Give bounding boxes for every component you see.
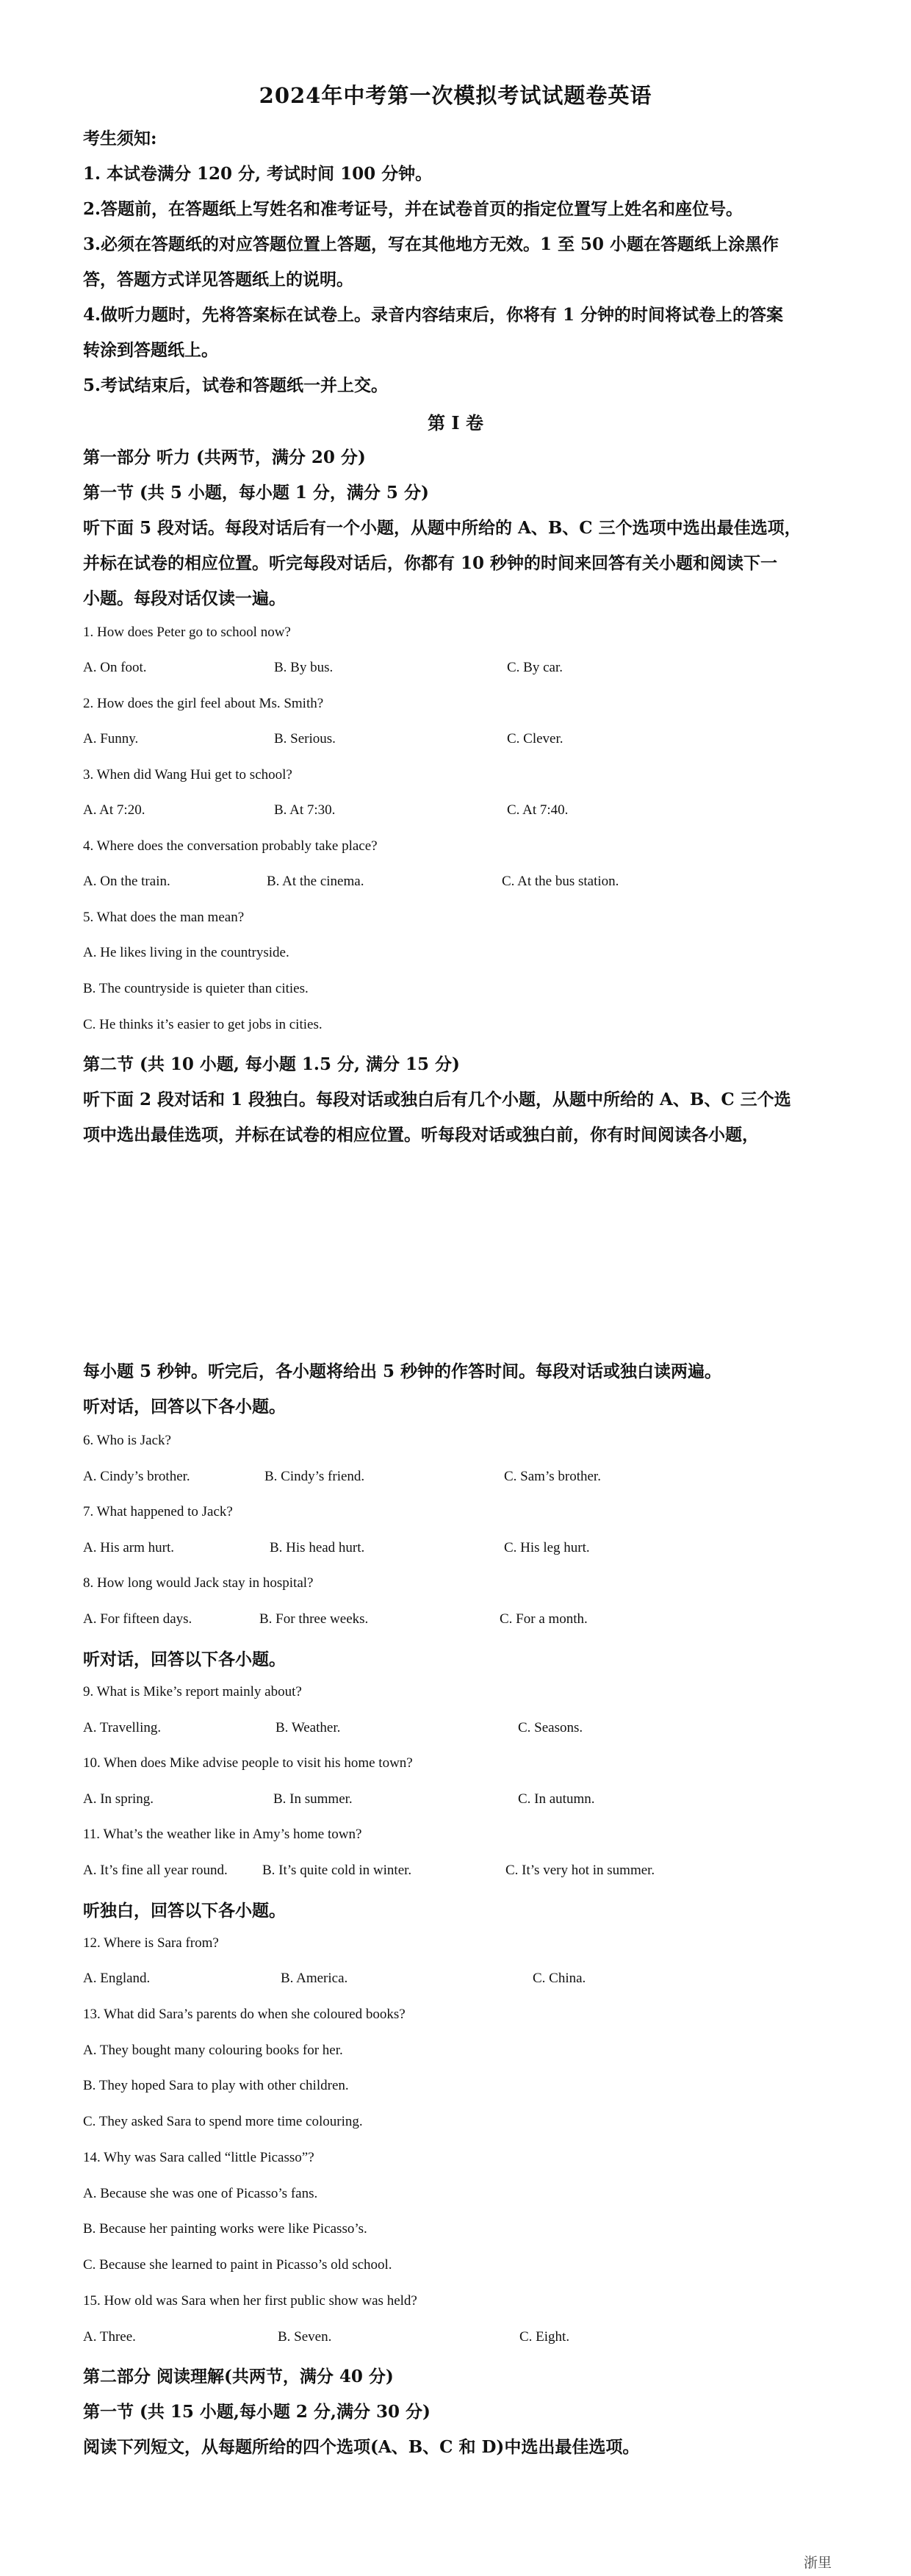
option-a: A. Because she was one of Picasso’s fans. [83,2186,318,2201]
question-12: 12. Where is Sara from? [83,1935,219,1951]
option-b: B. Weather. [276,1720,341,1735]
question-3: 3. When did Wang Hui get to school? [83,767,292,782]
notice-line: 答，答题方式详见答题纸上的说明。 [83,270,353,289]
question-9: 9. What is Mike’s report mainly about? [83,1684,302,1699]
notice-heading: 考生须知: [83,129,157,148]
option-a: A. They bought many colouring books for her. [83,2043,343,2058]
option-c: C. At the bus station. [502,874,619,889]
option-c: C. Seasons. [518,1720,583,1735]
group-heading: 听对话，回答以下各小题。 [83,1649,286,1669]
option-c: C. His leg hurt. [504,1540,590,1555]
option-a: A. His arm hurt. [83,1540,175,1555]
section2-instruction: 每小题 5 秒钟。听完后，各小题将给出 5 秒钟的作答时间。每段对话或独白读两遍。 [83,1361,722,1381]
option-a: A. England. [83,1971,151,1986]
option-a: A. On the train. [83,874,170,889]
option-c: C. He thinks it’s easier to get jobs in cities. [83,1017,323,1032]
option-b: B. In summer. [273,1791,353,1807]
section2-instruction: 听下面 2 段对话和 1 段独白。每段对话或独白后有几个小题，从题中所给的 A、B、C 三个选 [83,1090,791,1109]
option-c: C. By car. [507,660,563,675]
option-b: B. They hoped Sara to play with other children. [83,2078,349,2093]
volume-label: 第 I 卷 [428,412,483,433]
option-c: C. It’s very hot in summer. [505,1863,655,1878]
option-a: A. It’s fine all year round. [83,1863,228,1878]
question-13: 13. What did Sara’s parents do when she coloured books? [83,2007,406,2022]
option-a: A. Three. [83,2329,136,2345]
notice-line: 5.考试结束后，试卷和答题纸一并上交。 [83,375,389,395]
question-11: 11. What’s the weather like in Amy’s home town? [83,1827,362,1842]
option-b: B. The countryside is quieter than cities. [83,981,309,996]
option-c: C. In autumn. [518,1791,595,1807]
option-c: C. For a month. [500,1611,588,1627]
option-b: B. Because her painting works were like Picasso’s. [83,2221,367,2237]
option-b: B. For three weeks. [259,1611,369,1627]
option-b: B. America. [281,1971,348,1986]
section1-heading: 第一节 (共 5 小题，每小题 1 分，满分 5 分) [83,483,429,503]
option-b: B. His head hurt. [270,1540,365,1555]
option-b: B. Serious. [274,731,336,746]
option-a: A. Travelling. [83,1720,162,1735]
section2-instruction: 项中选出最佳选项，并标在试卷的相应位置。听每段对话或独白前，你有时间阅读各小题， [83,1125,759,1145]
option-a: A. On foot. [83,660,147,675]
question-1: 1. How does Peter go to school now? [83,625,291,640]
question-2: 2. How does the girl feel about Ms. Smith? [83,696,324,711]
question-7: 7. What happened to Jack? [83,1504,233,1519]
option-b: B. Seven. [278,2329,332,2345]
option-a: A. Cindy’s brother. [83,1469,190,1484]
option-c: C. Eight. [519,2329,570,2345]
option-c: C. They asked Sara to spend more time colouring. [83,2114,363,2129]
section2-heading: 第二节 (共 10 小题, 每小题 1.5 分, 满分 15 分) [83,1054,460,1074]
option-b: B. At the cinema. [267,874,364,889]
question-6: 6. Who is Jack? [83,1433,171,1448]
section1-instruction: 并标在试卷的相应位置。听完每段对话后，你都有 10 秒钟的时间来回答有关小题和阅读下一 [83,553,778,573]
group-heading: 听独白，回答以下各小题。 [83,1901,286,1921]
question-14: 14. Why was Sara called “little Picasso”? [83,2150,314,2165]
option-c: C. China. [533,1971,586,1986]
notice-line: 转涂到答题纸上。 [83,340,218,360]
option-c: C. Sam’s brother. [504,1469,601,1484]
page-footer: 浙里 [803,2555,832,2571]
part2-instruction: 阅读下列短文，从每题所给的四个选项(A、B、C 和 D)中选出最佳选项。 [83,2437,640,2457]
option-b: B. It’s quite cold in winter. [262,1863,412,1878]
option-a: A. He likes living in the countryside. [83,945,289,960]
page-title: 2024年中考第一次模拟考试试题卷英语 [259,83,652,108]
notice-line: 1. 本试卷满分 120 分, 考试时间 100 分钟。 [83,164,433,184]
option-b: B. Cindy’s friend. [264,1469,365,1484]
part2-heading: 第二部分 阅读理解(共两节，满分 40 分) [83,2367,394,2386]
option-a: A. In spring. [83,1791,154,1807]
option-b: B. By bus. [274,660,334,675]
notice-line: 3.必须在答题纸的对应答题位置上答题，写在其他地方无效。1 至 50 小题在答题纸上涂黑作 [83,234,779,254]
section1-instruction: 小题。每段对话仅读一遍。 [83,589,286,608]
option-a: A. At 7:20. [83,802,145,818]
question-15: 15. How old was Sara when her first public show was held? [83,2293,417,2309]
question-10: 10. When does Mike advise people to visit his home town? [83,1755,413,1771]
notice-line: 4.做听力题时，先将答案标在试卷上。录音内容结束后，你将有 1 分钟的时间将试卷上的答案 [83,305,784,325]
question-4: 4. Where does the conversation probably take place? [83,838,378,854]
option-a: A. Funny. [83,731,139,746]
option-c: C. Because she learned to paint in Picasso’s old school. [83,2257,392,2273]
part2-section1-heading: 第一节 (共 15 小题,每小题 2 分,满分 30 分) [83,2402,431,2422]
section1-instruction: 听下面 5 段对话。每段对话后有一个小题，从题中所给的 A、B、C 三个选项中选出最佳选项， [83,518,802,538]
notice-line: 2.答题前，在答题纸上写姓名和准考证号，并在试卷首页的指定位置写上姓名和座位号。 [83,199,743,219]
question-8: 8. How long would Jack stay in hospital? [83,1575,314,1591]
part1-heading: 第一部分 听力 (共两节，满分 20 分) [83,447,366,467]
question-5: 5. What does the man mean? [83,910,245,925]
group-heading: 听对话，回答以下各小题。 [83,1397,286,1417]
option-b: B. At 7:30. [274,802,336,818]
option-c: C. Clever. [507,731,563,746]
option-c: C. At 7:40. [507,802,569,818]
option-a: A. For fifteen days. [83,1611,192,1627]
